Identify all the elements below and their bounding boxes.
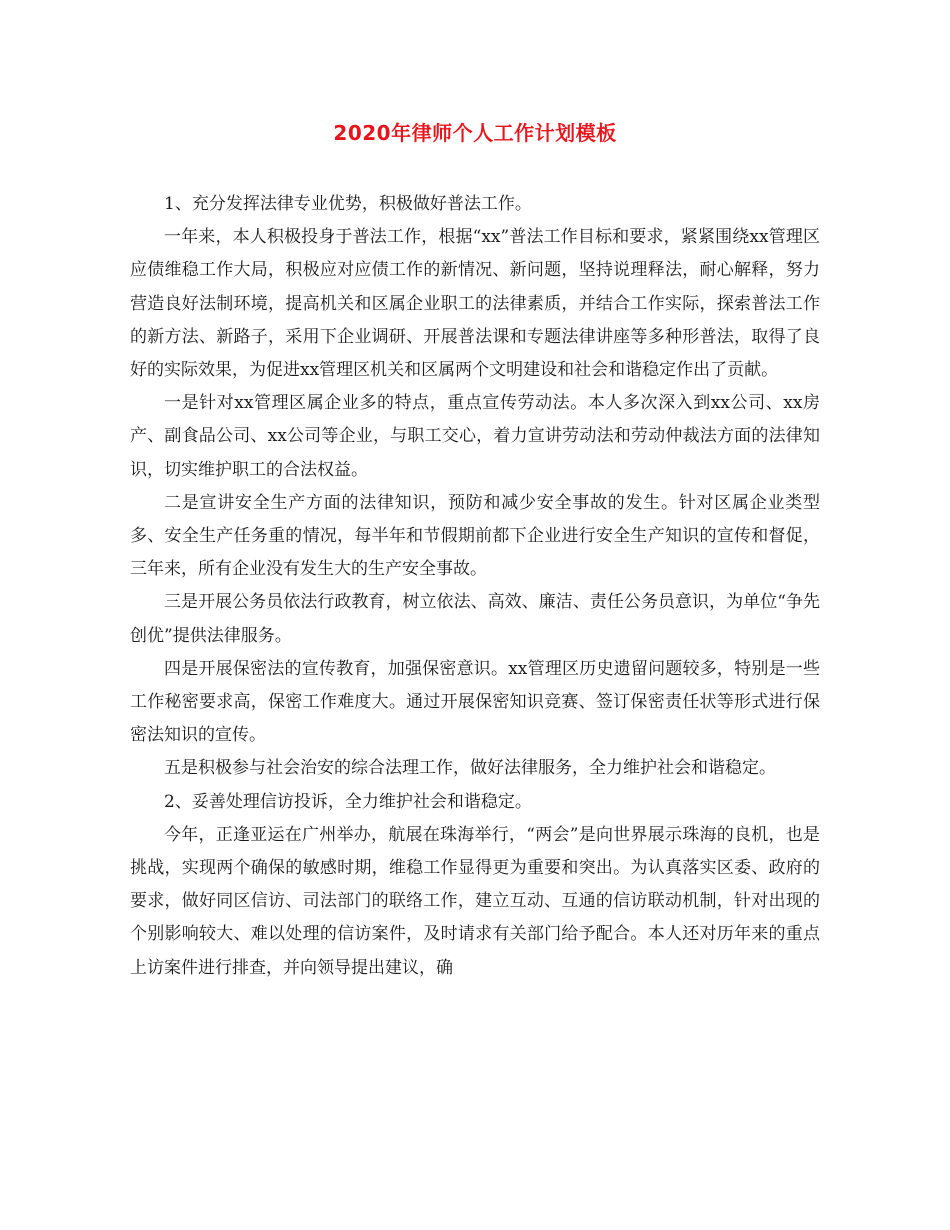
paragraph: 五是积极参与社会治安的综合法理工作，做好法律服务，全力维护社会和谐稳定。 [164, 758, 776, 779]
paragraph: 二是宣讲安全生产方面的法律知识，预防和减少安全事故的发生。针对区属企业类型多、安全生产任务重的情况，每半年和节假期前都下企业进行安全生产知识的宣传和督促，三年来，所有企业没有发生大的生产安全事故。 [130, 492, 820, 580]
paragraph: 四是开展保密法的宣传教育，加强保密意识。xx管理区历史遗留问题较多，特别是一些工作秘密要求高，保密工作难度大。通过开展保密知识竞赛、签订保密责任状等形式进行保密法知识的宣传。 [130, 658, 820, 746]
paragraph: 三是开展公务员依法行政教育，树立依法、高效、廉洁、责任公务员意识，为单位“争先创优”提供法律服务。 [130, 592, 820, 646]
document-body [130, 188, 820, 985]
document-title: 2020年律师个人工作计划模板 [333, 121, 617, 145]
paragraph: 2、妥善处理信访投诉，全力维护社会和谐稳定。 [164, 791, 532, 812]
paragraph: 今年，正逢亚运在广州举办，航展在珠海举行，“两会”是向世界展示珠海的良机，也是挑战，实现两个确保的敏感时期，维稳工作显得更为重要和突出。为认真落实区委、政府的要求，做好同区信访、司法部门的联络工作，建立互动、互通的信访联动机制，针对出现的个别影响较大、难以处理的信访案件，及时请求有关部门给予配合。本人还对历年来的重点上访案件进行排查，并向领导提出建议，确 [130, 824, 820, 978]
paragraph: 一年来，本人积极投身于普法工作，根据“xx”普法工作目标和要求，紧紧围绕xx管理区应债维稳工作大局，积极应对应债工作的新情况、新问题，坚持说理释法，耐心解释，努力营造良好法制环境，提高机关和区属企业职工的法律素质，并结合工作实际，探索普法工作的新方法、新路子，采用下企业调研、开展普法课和专题法律讲座等多种形普法，取得了良好的实际效果，为促进xx管理区机关和区属两个文明建设和社会和谐稳定作出了贡献。 [130, 227, 820, 381]
paragraph: 一是针对xx管理区属企业多的特点，重点宣传劳动法。本人多次深入到xx公司、xx房产、副食品公司、xx公司等企业，与职工交心，着力宣讲劳动法和劳动仲裁法方面的法律知识，切实维护职工的合法权益。 [130, 393, 820, 480]
paragraph: 1、充分发挥法律专业优势，积极做好普法工作。 [164, 194, 532, 214]
